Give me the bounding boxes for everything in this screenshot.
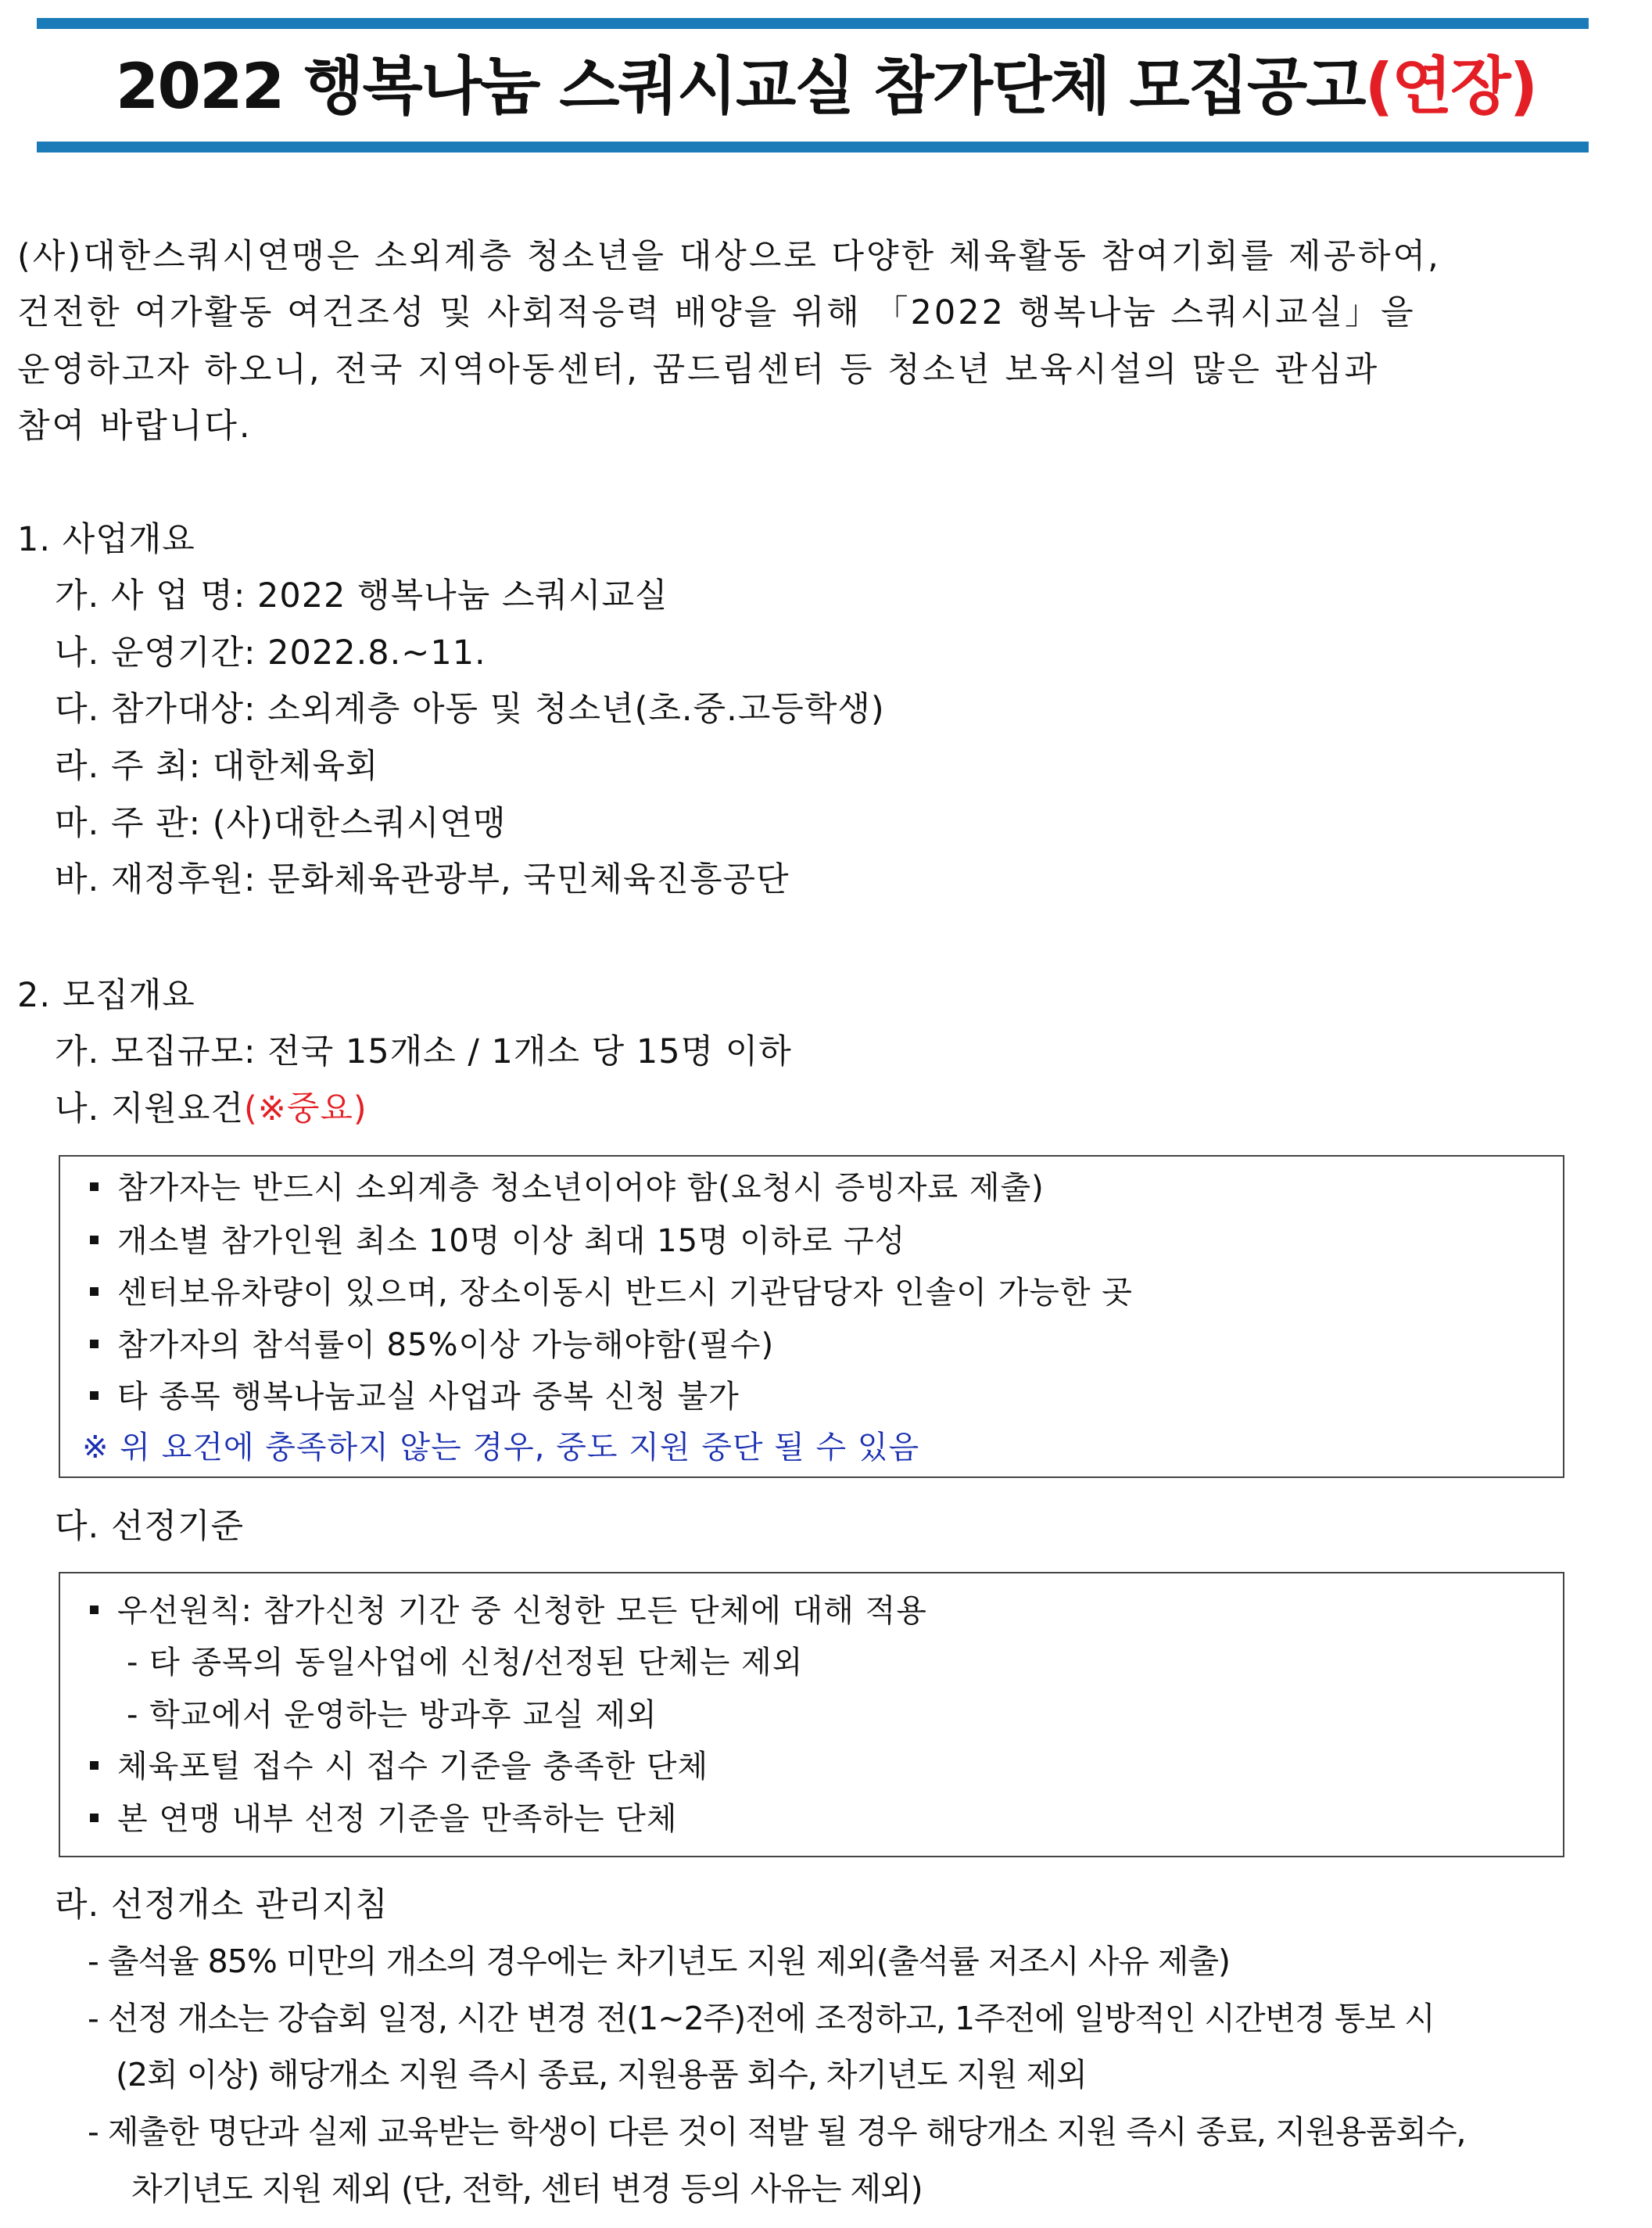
title-main: 2022 행복나눔 스쿼시교실 참가단체 모집공고 [115, 50, 1365, 123]
section1-item-na: 나. 운영기간: 2022.8.~11. [55, 633, 486, 673]
guideline-1: - 출석율 85% 미만의 개소의 경우에는 차기년도 지원 제외(출석률 저조시 사유 제출) [88, 1943, 1231, 1980]
criteria-text: 본 연맹 내부 선정 기준을 만족하는 단체 [117, 1801, 678, 1837]
requirements-box [59, 1155, 1564, 1478]
requirement-text: 타 종목 행복나눔교실 사업과 중복 신청 불가 [117, 1379, 740, 1415]
criteria-subitem: - 타 종목의 동일사업에 신청/선정된 단체는 제외 [127, 1645, 804, 1681]
bullet-icon [90, 1182, 99, 1191]
requirement-item [90, 1219, 905, 1263]
criteria-subitem: - 학교에서 운영하는 방과후 교실 제외 [127, 1697, 658, 1733]
bullet-icon [90, 1761, 99, 1770]
intro-line-2: 건전한 여가활동 여건조성 및 사회적응력 배양을 위해 「2022 행복나눔 스쿼시교실」을 [17, 293, 1416, 332]
criteria-item [90, 1589, 927, 1633]
section1-item-da: 다. 참가대상: 소외계층 아동 및 청소년(초.중.고등학생) [55, 690, 885, 729]
section2-item-na [55, 1085, 367, 1132]
bullet-icon [90, 1606, 99, 1614]
requirement-item [90, 1323, 774, 1367]
requirement-item [90, 1166, 1045, 1210]
section2-heading: 2. 모집개요 [17, 976, 195, 1015]
section2-item-da: 다. 선정기준 [55, 1507, 245, 1546]
bullet-icon [90, 1287, 99, 1296]
intro-line-4: 참여 바랍니다. [17, 407, 253, 446]
criteria-box [59, 1572, 1564, 1857]
section1-item-ba: 바. 재정후원: 문화체육관광부, 국민체육진흥공단 [55, 860, 790, 899]
requirement-text: 개소별 참가인원 최소 10명 이상 최대 15명 이하로 구성 [117, 1223, 906, 1259]
requirement-item [90, 1375, 740, 1419]
section1-item-ga: 가. 사 업 명: 2022 행복나눔 스쿼시교실 [55, 576, 668, 615]
criteria-text: 우선원칙: 참가신청 기간 중 신청한 모든 단체에 대해 적용 [117, 1593, 927, 1629]
requirement-text: 참가자는 반드시 소외계층 청소년이어야 함(요청시 증빙자료 제출) [117, 1170, 1045, 1206]
bullet-icon [90, 1236, 99, 1244]
intro-line-1: (사)대한스쿼시연맹은 소외계층 청소년을 대상으로 다양한 체육활동 참여기회를 제공하여, [17, 237, 1441, 276]
criteria-item [90, 1797, 678, 1841]
requirement-text: 참가자의 참석률이 85%이상 가능해야함(필수) [117, 1327, 775, 1363]
guideline-2-cont: (2회 이상) 해당개소 지원 즉시 종료, 지원용품 회수, 차기년도 지원 제외 [116, 2056, 1087, 2093]
important-mark: (※중요) [244, 1089, 367, 1128]
section2-item-ga: 가. 모집규모: 전국 15개소 / 1개소 당 15명 이하 [55, 1032, 792, 1071]
title-accent: (연장) [1364, 50, 1537, 123]
title-top-rule [37, 18, 1589, 29]
bullet-icon [90, 1814, 99, 1822]
guideline-2: - 선정 개소는 강습회 일정, 시간 변경 전(1~2주)전에 조정하고, 1주전에 일방적인 시간변경 통보 시 [88, 2000, 1435, 2037]
requirement-item [90, 1271, 1133, 1315]
page-title [0, 41, 1652, 133]
item-na-label: 나. 지원요건 [55, 1089, 245, 1128]
requirement-text: 센터보유차량이 있으며, 장소이동시 반드시 기관담당자 인솔이 가능한 곳 [117, 1275, 1133, 1311]
bullet-icon [90, 1391, 99, 1400]
section1-heading: 1. 사업개요 [17, 520, 195, 559]
criteria-item [90, 1745, 708, 1788]
section1-item-ra: 라. 주 최: 대한체육회 [55, 747, 379, 786]
guideline-3: - 제출한 명단과 실제 교육받는 학생이 다른 것이 적발 될 경우 해당개소 지원 즉시 종료, 지원용품회수, [88, 2113, 1466, 2151]
requirements-note: ※ 위 요건에 충족하지 않는 경우, 중도 지원 중단 될 수 있음 [82, 1430, 920, 1466]
criteria-text: 체육포털 접수 시 접수 기준을 충족한 단체 [117, 1749, 709, 1785]
section2-item-ra: 라. 선정개소 관리지침 [55, 1885, 389, 1925]
section1-item-ma: 마. 주 관: (사)대한스쿼시연맹 [55, 804, 507, 843]
intro-line-3: 운영하고자 하오니, 전국 지역아동센터, 꿈드림센터 등 청소년 보육시설의 많은 관심과 [17, 350, 1380, 389]
bullet-icon [90, 1340, 99, 1348]
guideline-3-cont: 차기년도 지원 제외 (단, 전학, 센터 변경 등의 사유는 제외) [131, 2170, 923, 2208]
title-bottom-rule [37, 142, 1589, 152]
